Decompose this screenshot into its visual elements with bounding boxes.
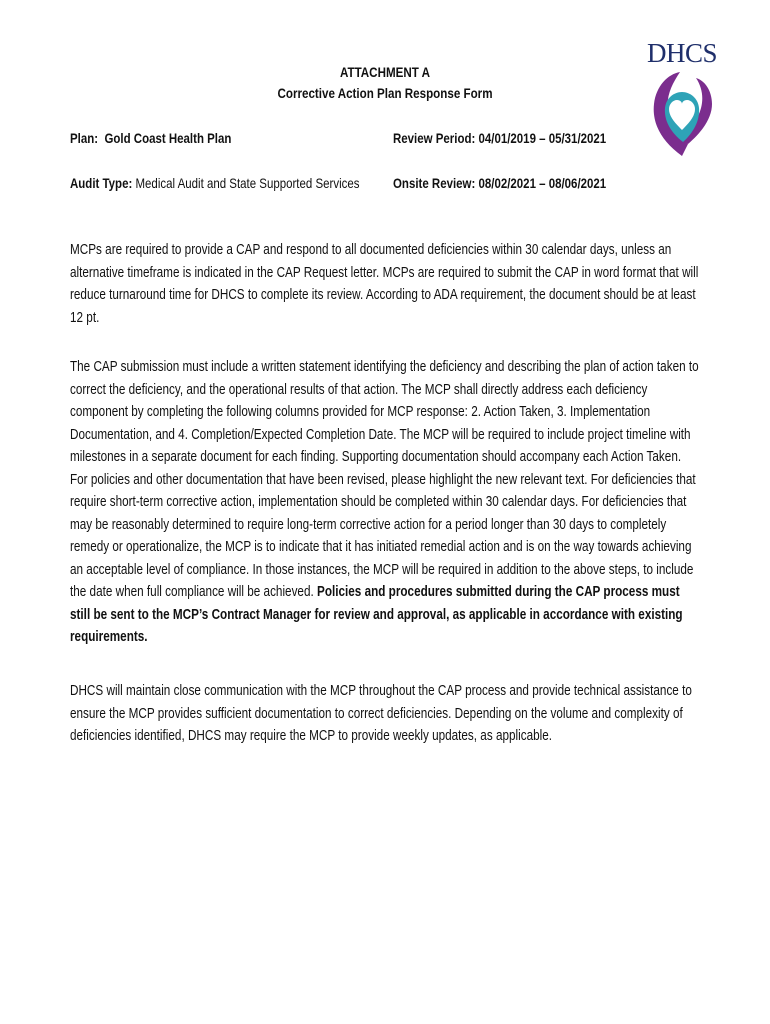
text-line: [70, 581, 701, 604]
onsite-review-field: [393, 174, 606, 192]
review-period-value: 04/01/2019 – 05/31/2021: [478, 130, 607, 146]
text-bold: Policies and procedures submitted during the CAP process must: [316, 584, 680, 600]
text-line: ensure the MCP provides sufficient documentation to correct deficiencies. Depending on the volume and complexity of: [70, 705, 683, 722]
text-line: For policies and other documentation that have been revised, please highlight the new relevant text. For deficiencies that: [70, 471, 696, 488]
text-line: The CAP submission must include a written statement identifying the deficiency and describing the plan of action taken to: [70, 359, 699, 375]
plan-label: Plan:: [70, 130, 99, 146]
paragraph-submission: [70, 356, 701, 649]
logo-text: DHCS: [646, 38, 718, 68]
paragraph-requirements: [70, 239, 701, 329]
text-line: remedy or operationalize, the MCP is to indicate that it has initiated remedial action and is on the way towards achieving: [70, 539, 692, 555]
text-line: may be reasonably determined to require long-term corrective action for a period longer than 30 days to completely: [70, 516, 667, 533]
onsite-review-label: Onsite Review:: [393, 175, 476, 191]
text-line-bold: requirements.: [70, 629, 148, 645]
text-line: alternative timeframe is indicated in the CAP Request letter. MCPs are required to submit the CAP in word format that will: [70, 264, 699, 281]
audit-type-label: Audit Type:: [70, 175, 133, 191]
review-period-label: Review Period:: [393, 130, 476, 146]
text-line: 12 pt.: [70, 309, 100, 326]
audit-type-field: [70, 174, 359, 192]
plan-value: Gold Coast Health Plan: [104, 130, 232, 146]
audit-type-value: Medical Audit and State Supported Services: [135, 175, 360, 191]
attachment-title: ATTACHMENT A: [339, 65, 431, 80]
text-line: MCPs are required to provide a CAP and respond to all documented deficiencies within 30 calendar days, unless an: [70, 242, 672, 258]
text-normal: the date when full compliance will be achieved.: [70, 584, 317, 600]
onsite-review-value: 08/02/2021 – 08/06/2021: [478, 175, 607, 191]
text-line: DHCS will maintain close communication with the MCP throughout the CAP process and provide technical assistance to: [70, 683, 692, 699]
text-line-bold: still be sent to the MCP’s Contract Manager for review and approval, as applicable in accordance with existing: [70, 606, 683, 623]
text-line: milestones in a separate document for each finding. Supporting documentation should accompany each Action Taken.: [70, 449, 682, 465]
form-header: [54, 62, 716, 104]
text-line: deficiencies identified, DHCS may require the MCP to provide weekly updates, as applicable.: [70, 728, 553, 744]
paragraph-communication: [70, 680, 701, 748]
text-line: reduce turnaround time for DHCS to complete its review. According to ADA requirement, the document should be at least: [70, 287, 696, 303]
plan-field: [70, 129, 231, 147]
review-period-field: [393, 129, 606, 147]
text-line: an acceptable level of compliance. In those instances, the MCP will be required in addition to the above steps, to include: [70, 561, 694, 578]
text-line: require short-term corrective action, implementation should be completed within 30 calendar days. For deficiencies that: [70, 494, 687, 510]
text-line: component by completing the following columns provided for MCP response: 2. Action Taken, 3. Implementation: [70, 404, 651, 420]
text-line: Documentation, and 4. Completion/Expected Completion Date. The MCP will be required to include project timeline with: [70, 426, 691, 443]
form-title: Corrective Action Plan Response Form: [277, 86, 493, 101]
text-line: correct the deficiency, and the operational results of that action. The MCP shall directly address each deficiency: [70, 381, 648, 398]
